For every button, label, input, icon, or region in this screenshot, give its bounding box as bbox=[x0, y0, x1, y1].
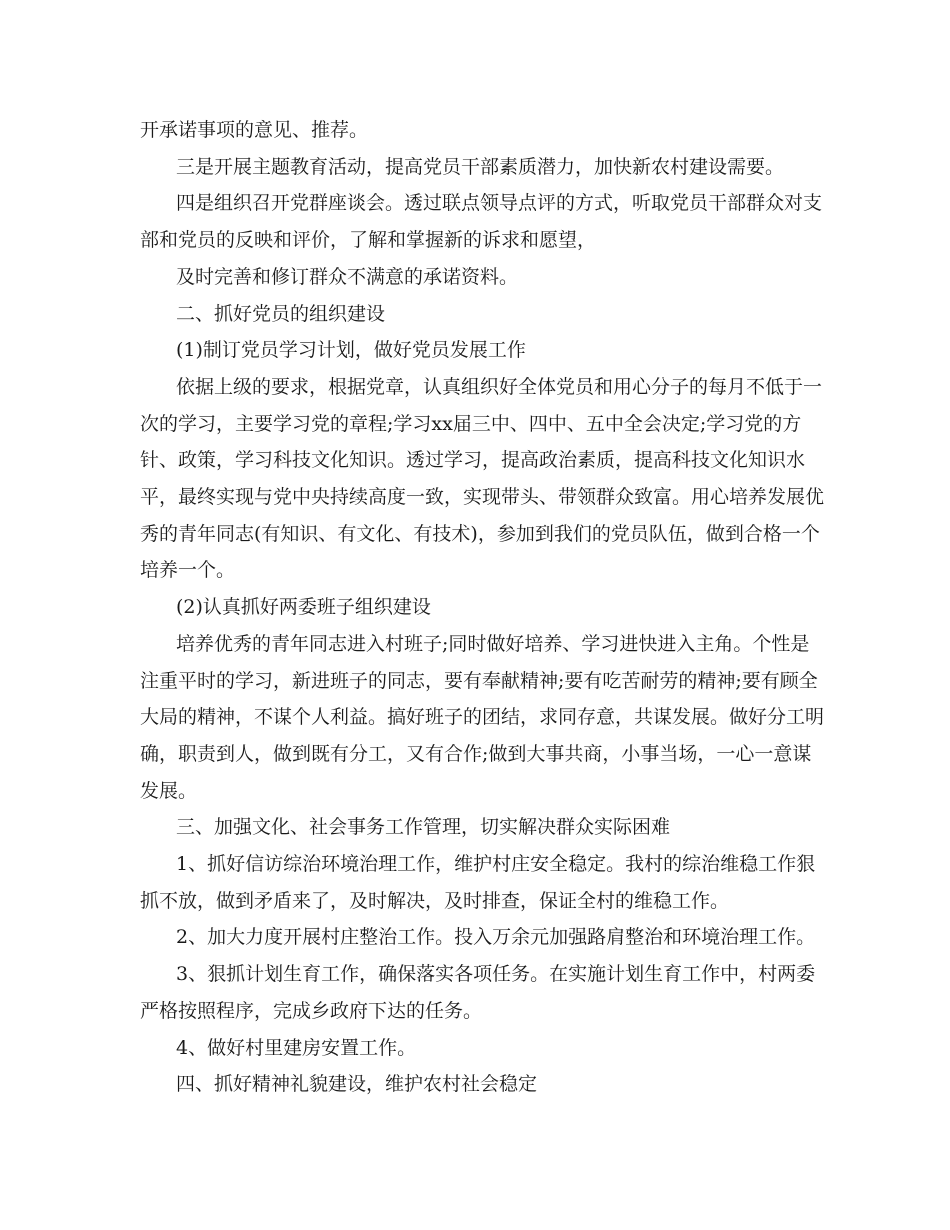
subsection-heading: (1)制订党员学习计划，做好党员发展工作 bbox=[176, 339, 526, 361]
text-line: 部和党员的反映和评价，了解和掌握新的诉求和愿望， bbox=[140, 229, 597, 251]
text-line: 及时完善和修订群众不满意的承诺资料。 bbox=[176, 266, 519, 288]
text-line: 严格按照程序，完成乡政府下达的任务。 bbox=[140, 1000, 483, 1022]
section-heading: 二、抓好党员的组织建设 bbox=[176, 303, 386, 325]
text-line: 发展。 bbox=[140, 780, 198, 802]
text-line: 依据上级的要求，根据党章，认真组织好全体党员和用心分子的每月不低于一 bbox=[176, 376, 823, 398]
section-heading: 三、加强文化、社会事务工作管理，切实解决群众实际困难 bbox=[176, 816, 671, 838]
text-line: 抓不放，做到矛盾来了，及时解决，及时排查，保证全村的维稳工作。 bbox=[140, 890, 730, 912]
text-line: 培养优秀的青年同志进入村班子;同时做好培养、学习进快进入主角。个性是 bbox=[176, 633, 810, 655]
text-line: 三是开展主题教育活动，提高党员干部素质潜力，加快新农村建设需要。 bbox=[176, 156, 785, 178]
text-line: 3、狠抓计划生育工作，确保落实各项任务。在实施计划生育工作中，村两委 bbox=[176, 963, 816, 985]
section-heading: 四、抓好精神礼貌建设，维护农村社会稳定 bbox=[176, 1073, 538, 1095]
text-line: 秀的青年同志(有知识、有文化、有技术)，参加到我们的党员队伍，做到合格一个 bbox=[140, 523, 820, 545]
text-line: 开承诺事项的意见、推荐。 bbox=[140, 119, 369, 141]
text-line: 注重平时的学习，新进班子的同志，要有奉献精神;要有吃苦耐劳的精神;要有顾全 bbox=[140, 670, 818, 692]
text-line: 培养一个。 bbox=[140, 559, 236, 581]
text-line: 平，最终实现与党中央持续高度一致，实现带头、带领群众致富。用心培养发展优 bbox=[140, 486, 825, 508]
text-line: 确，职责到人，做到既有分工，又有合作;做到大事共商，小事当场，一心一意谋 bbox=[140, 743, 812, 765]
text-line: 1、抓好信访综治环境治理工作，维护村庄安全稳定。我村的综治维稳工作狠 bbox=[176, 853, 816, 875]
text-line: 四是组织召开党群座谈会。透过联点领导点评的方式，听取党员干部群众对支 bbox=[176, 192, 823, 214]
text-line: 2、加大力度开展村庄整治工作。投入万余元加强路肩整治和环境治理工作。 bbox=[176, 926, 816, 948]
text-line: 次的学习，主要学习党的章程;学习xx届三中、四中、五中全会决定;学习党的方 bbox=[140, 413, 802, 435]
text-line: 针、政策，学习科技文化知识。透过学习，提高政治素质，提高科技文化知识水 bbox=[140, 449, 806, 471]
text-line: 大局的精神，不谋个人利益。搞好班子的团结，求同存意，共谋发展。做好分工明 bbox=[140, 706, 825, 728]
subsection-heading: (2)认真抓好两委班子组织建设 bbox=[176, 596, 431, 618]
text-line: 4、做好村里建房安置工作。 bbox=[176, 1037, 417, 1059]
